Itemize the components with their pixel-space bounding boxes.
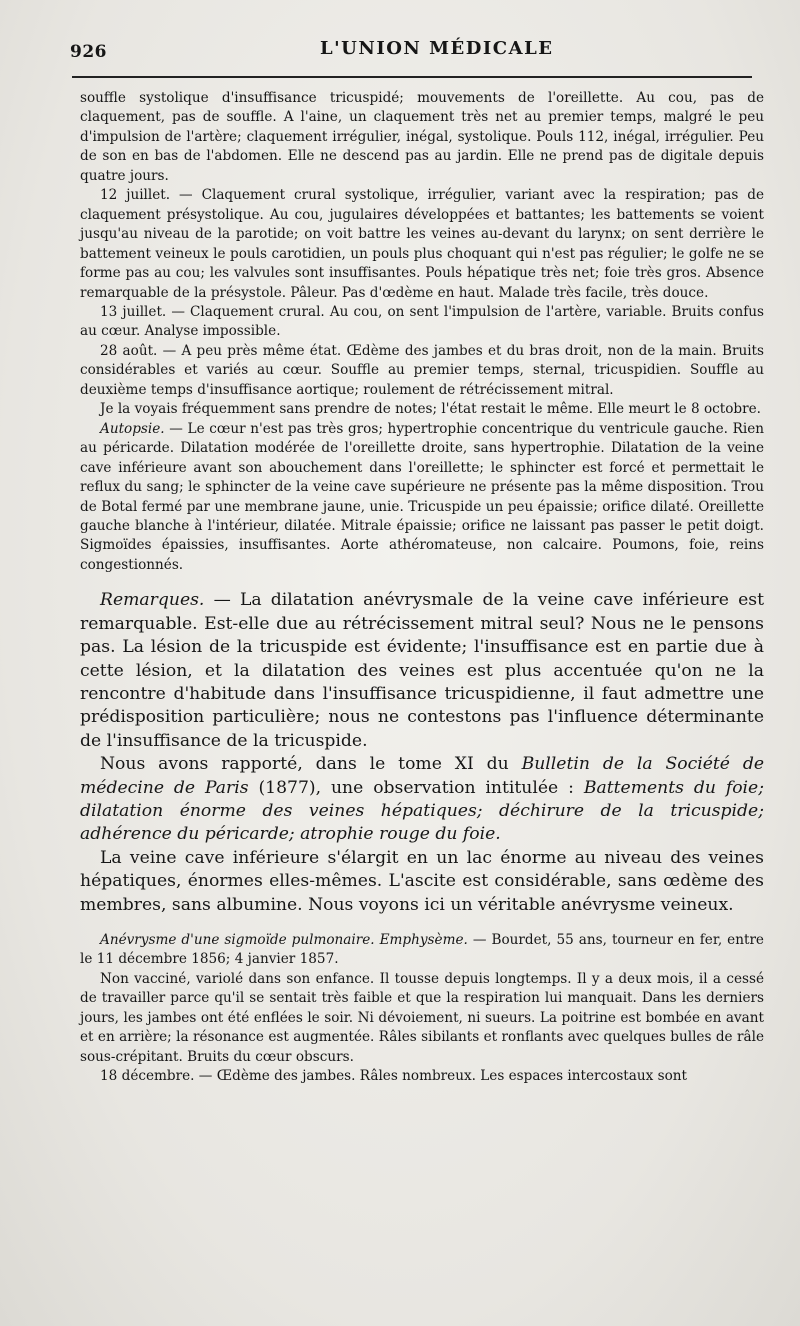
page-number: 926 bbox=[70, 42, 107, 62]
header-rule bbox=[72, 76, 752, 78]
paragraph: 13 juillet. — Claquement crural. Au cou, on sent l'impulsion de l'artère, variable. Bruits confus au cœur. Analyse impossible. bbox=[80, 303, 764, 340]
paragraph: Je la voyais fréquemment sans prendre de notes; l'état restait le même. Elle meurt le 8 octobre. bbox=[100, 401, 761, 418]
remarks-lead: Remarques. bbox=[100, 590, 205, 611]
case-heading: Anévrysme d'une sigmoïde pulmonaire. Emphysème. bbox=[100, 932, 468, 949]
journal-title: Bulletin de la Société de médecine de Paris bbox=[80, 754, 764, 798]
page-header bbox=[0, 36, 800, 70]
spacer bbox=[80, 575, 764, 589]
reference-paragraph bbox=[80, 753, 764, 847]
running-head: L'UNION MÉDICALE bbox=[320, 38, 554, 59]
article-body bbox=[80, 89, 764, 1087]
spacer bbox=[80, 917, 764, 931]
autopsy-text: — Le cœur n'est pas très gros; hypertrophie concentrique du ventricule gauche. Rien au péricarde. Dilatation modérée de l'oreillette droite, sans hypertrophie. Dilatation de la veine cave inférieure avant son abouchement dans l'oreillette; le sphincter est forcé et permettait le reflux du sang; le sphincter de la veine cave supérieure ne présente pas la même disposition. Trou de Botal fermé par une membrane jaune, unie. Tricuspide un peu épaissie; orifice dilaté. Oreillette gauche blanche à l'intérieur, dilatée. Mitrale épaissie; orifice ne laissant pas passer le petit doigt. Sigmoïdes épaissies, insuffisantes. Aorte athéromateuse, non calcaire. Poumons, foie, reins congestionnés. bbox=[80, 420, 764, 573]
remarks-paragraph bbox=[80, 589, 764, 753]
reference-text-b: (1877), une observation intitulée : bbox=[248, 777, 584, 798]
remarks-text: — La dilatation anévrysmale de la veine cave inférieure est remarquable. Est-elle due au rétrécissement mitral seul? Nous ne le pensons pas. La lésion de la tricuspide est évidente; l'insuffisance est en partie due à cette lésion, et la dilatation des veines est plus accentuée qu'on ne la rencontre d'habitude dans l'insuffisance tricuspidienne, il faut admettre une prédisposition particulière; nous ne contestons pas l'influence déterminante de l'insuffisance de la tricuspide. bbox=[80, 590, 764, 751]
autopsy-lead: Autopsie. bbox=[100, 420, 165, 437]
observation-title: Battements du foie; dilatation énorme des veines hépatiques; déchirure de la tricuspide; adhérence du péricarde; atrophie rouge du foie. bbox=[80, 777, 765, 845]
paragraph: Non vacciné, variolé dans son enfance. Il tousse depuis longtemps. Il y a deux mois, il a cessé de travailler parce qu'il se sentait très faible et que la respiration lui manquait. Dans les derniers jours, les jambes ont été enflées le soir. Ni dévoiement, ni sueurs. La poitrine est bombée en avant et en arrière; la résonance est augmentée. Râles sibilants et ronflants avec quelques bulles de râle sous-crépitant. Bruits du cœur obscurs. bbox=[80, 970, 764, 1065]
case-heading-paragraph bbox=[80, 931, 764, 970]
reference-text-a: Nous avons rapporté, dans le tome XI du bbox=[100, 754, 522, 775]
paragraph: 18 décembre. — Œdème des jambes. Râles nombreux. Les espaces intercostaux sont bbox=[100, 1068, 687, 1085]
paragraph: La veine cave inférieure s'élargit en un lac énorme au niveau des veines hépatiques, énormes elles-mêmes. L'ascite est considérable, sans œdème des membres, sans albumine. Nous voyons ici un véritable anévrysme veineux. bbox=[80, 847, 764, 915]
paragraph: souffle systolique d'insuffisance tricuspidé; mouvements de l'oreillette. Au cou, pas de claquement, pas de souffle. A l'aine, un claquement très net au premier temps, malgré le peu d'impulsion de l'artère; claquement irrégulier, inégal, systolique. Pouls 112, inégal, irrégulier. Peu de son en bas de l'abdomen. Elle ne descend pas au jardin. Elle ne prend pas de digitale depuis quatre jours. bbox=[80, 90, 764, 184]
autopsy-paragraph bbox=[80, 420, 764, 576]
case-intro: — Bourdet, 55 ans, tourneur en fer, entre le 11 décembre 1856; 4 janvier 1857. bbox=[80, 932, 764, 968]
paragraph: 12 juillet. — Claquement crural systolique, irrégulier, variant avec la respiration; pas de claquement présystolique. Au cou, jugulaires développées et battantes; les battements se voient jusqu'au niveau de la parotide; on voit battre les veines au-devant du larynx; on sent derrière le battement veineux le pouls carotidien, un pouls plus choquant qui n'est pas régulier; le golfe ne se forme pas au cou; les valvules sont insuffisantes. Pouls hépatique très net; foie très gros. Absence remarquable de la présystole. Pâleur. Pas d'œdème en haut. Malade très facile, très douce. bbox=[80, 187, 764, 301]
paragraph: 28 août. — A peu près même état. Œdème des jambes et du bras droit, non de la main. Bruits considérables et variés au cœur. Souffle au premier temps, sternal, tricuspidien. Souffle au deuxième temps d'insuffisance aortique; roulement de rétrécissement mitral. bbox=[80, 342, 764, 398]
